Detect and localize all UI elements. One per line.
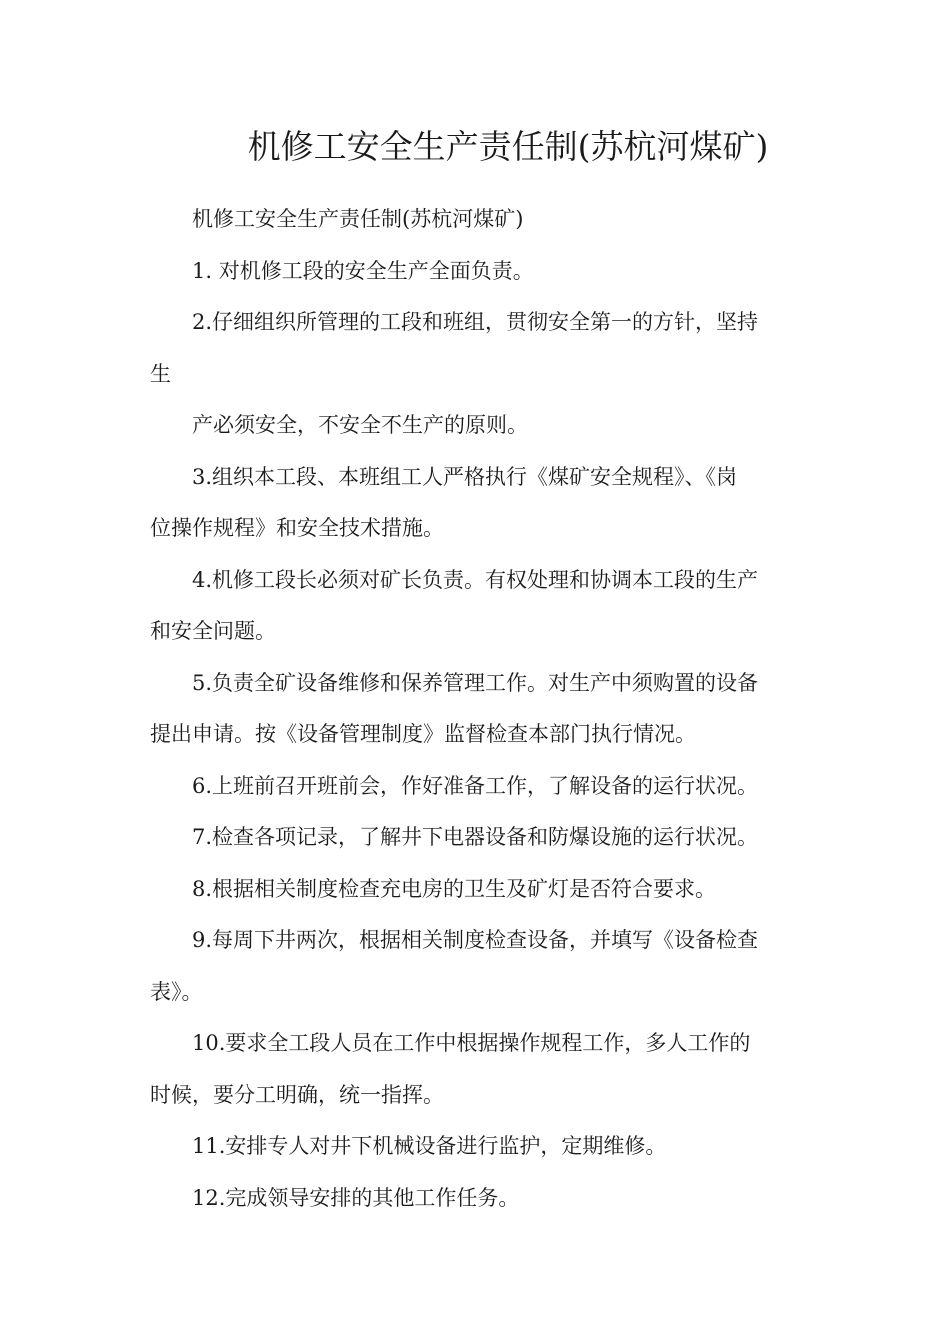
item-10-line-2: 时候，要分工明确，统一指挥。 [150, 1082, 444, 1107]
item-8-line: 8.根据相关制度检查充电房的卫生及矿灯是否符合要求。 [192, 876, 717, 901]
item-4-line-1: 4.机修工段长必须对矿长负责。有权处理和协调本工段的生产 [192, 567, 759, 592]
item-6-line: 6.上班前召开班前会，作好准备工作，了解设备的运行状况。 [192, 773, 759, 798]
item-1-line: 1. 对机修工段的安全生产全面负责。 [192, 258, 534, 283]
item-2-line-3: 产必须安全，不安全不生产的原则。 [192, 413, 528, 437]
item-12-line: 12.完成领导安排的其他工作任务。 [192, 1185, 520, 1210]
item-9-line-2: 表》。 [150, 979, 203, 1004]
item-4-line-2: 和安全问题。 [150, 619, 276, 643]
item-2-line-2: 生 [150, 361, 171, 386]
item-3-line-2: 位操作规程》和安全技术措施。 [150, 516, 444, 540]
document-title: 机修工安全生产责任制(苏杭河煤矿) [247, 127, 769, 166]
item-10-line-1: 10.要求全工段人员在工作中根据操作规程工作，多人工作的 [192, 1031, 751, 1055]
item-3-line-1: 3.组织本工段、本班组工人严格执行《煤矿安全规程》、《岗 [192, 464, 738, 489]
item-11-line: 11.安排专人对井下机械设备进行监护，定期维修。 [192, 1134, 667, 1158]
item-5-line-1: 5.负责全矿设备维修和保养管理工作。对生产中须购置的设备 [192, 670, 759, 695]
item-7-line: 7.检查各项记录，了解井下电器设备和防爆设施的运行状况。 [192, 825, 759, 849]
document-body [150, 194, 796, 1224]
item-5-line-2: 提出申请。按《设备管理制度》监督检查本部门执行情况。 [150, 722, 696, 746]
item-2-line-1: 2.仔细组织所管理的工段和班组，贯彻安全第一的方针，坚持 [192, 310, 759, 334]
item-9-line-1: 9.每周下井两次，根据相关制度检查设备，并填写《设备检查 [192, 928, 759, 952]
subtitle-line: 机修工安全生产责任制(苏杭河煤矿) [192, 207, 524, 231]
